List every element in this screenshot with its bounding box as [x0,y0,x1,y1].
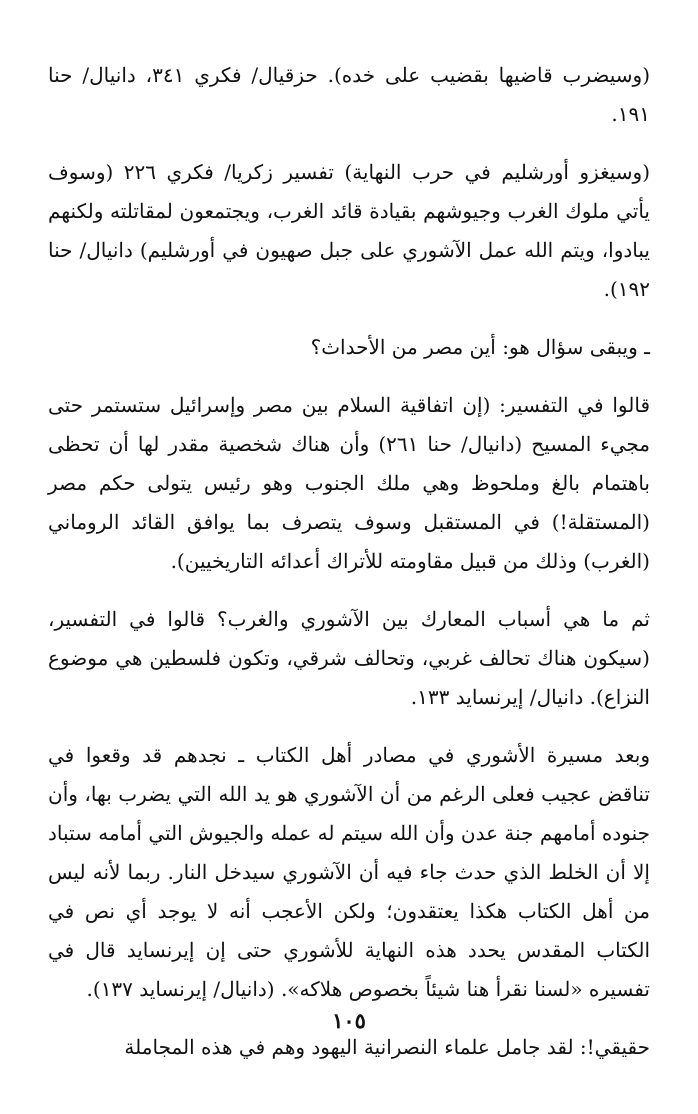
paragraph-5: ثم ما هي أسباب المعارك بين الآشوري والغرب؟ قالوا في التفسير، (سيكون هناك تحالف غربي، وتحالف شرقي، وتكون فلسطين هي موضوع النزاع). دانيال/ إيرنسايد ١٣٣. [48,607,650,709]
page-number: ١٠٥ [332,1008,366,1033]
paragraph-3: ـ ويبقى سؤال هو: أين مصر من الأحداث؟ [310,335,650,359]
paragraph-2: (وسيغزو أورشليم في حرب النهاية) تفسير زكريا/ فكري ٢٢٦ (وسوف يأتي ملوك الغرب وجيوشهم بقيادة قائد الغرب، ويجتمعون لمقاتلته ولكنهم يبادوا، ويتم الله عمل الآشوري على جبل صهيون في أورشليم) دانيال/ حنا ١٩٢). [48,160,651,301]
paragraph-4: قالوا في التفسير: (إن اتفاقية السلام بين مصر وإسرائيل ستستمر حتى مجيء المسيح (دانيال/ حنا ٢٦١) وأن هناك شخصية مقدر لها أن تحظى باهتمام بالغ وملحوظ وهي ملك الجنوب وهو رئيس يتولى حكم مصر (المستقلة!) في المستقبل وسوف يتصرف بما يوافق القائد الروماني (الغرب) وذلك من قبيل مقاومته للأتراك أعدائه التاريخيين). [48,393,651,573]
paragraph-7: حقيقي!: لقد جامل علماء النصرانية اليهود وهم في هذه المجاملة [124,1035,650,1059]
paragraph-6: وبعد مسيرة الأشوري في مصادر أهل الكتاب ـ نجدهم قد وقعوا في تناقض عجيب فعلى الرغم من أن الآشوري هو يد الله التي يضرب بها، وأن جنوده أمامهم جنة عدن وأن الله سيتم له عمله والجيوش التي أمامه ستباد إلا أن الخلط الذي حدث جاء فيه أن الآشوري سيدخل النار. ربما لأنه ليس من أهل الكتاب هكذا يعتقدون؛ ولكن الأعجب أنه لا يوجد أي نص في الكتاب المقدس يحدد هذه النهاية للأشوري حتى إن إيرنسايد قال في تفسيره «لسنا نقرأ هنا شيئاً بخصوص هلاكه». (دانيال/ إيرنسايد ١٣٧). [48,743,650,1001]
paragraph-1: (وسيضرب قاضيها بقضيب على خده). حزقيال/ فكري ٣٤١، دانيال/ حنا ١٩١. [48,63,650,126]
